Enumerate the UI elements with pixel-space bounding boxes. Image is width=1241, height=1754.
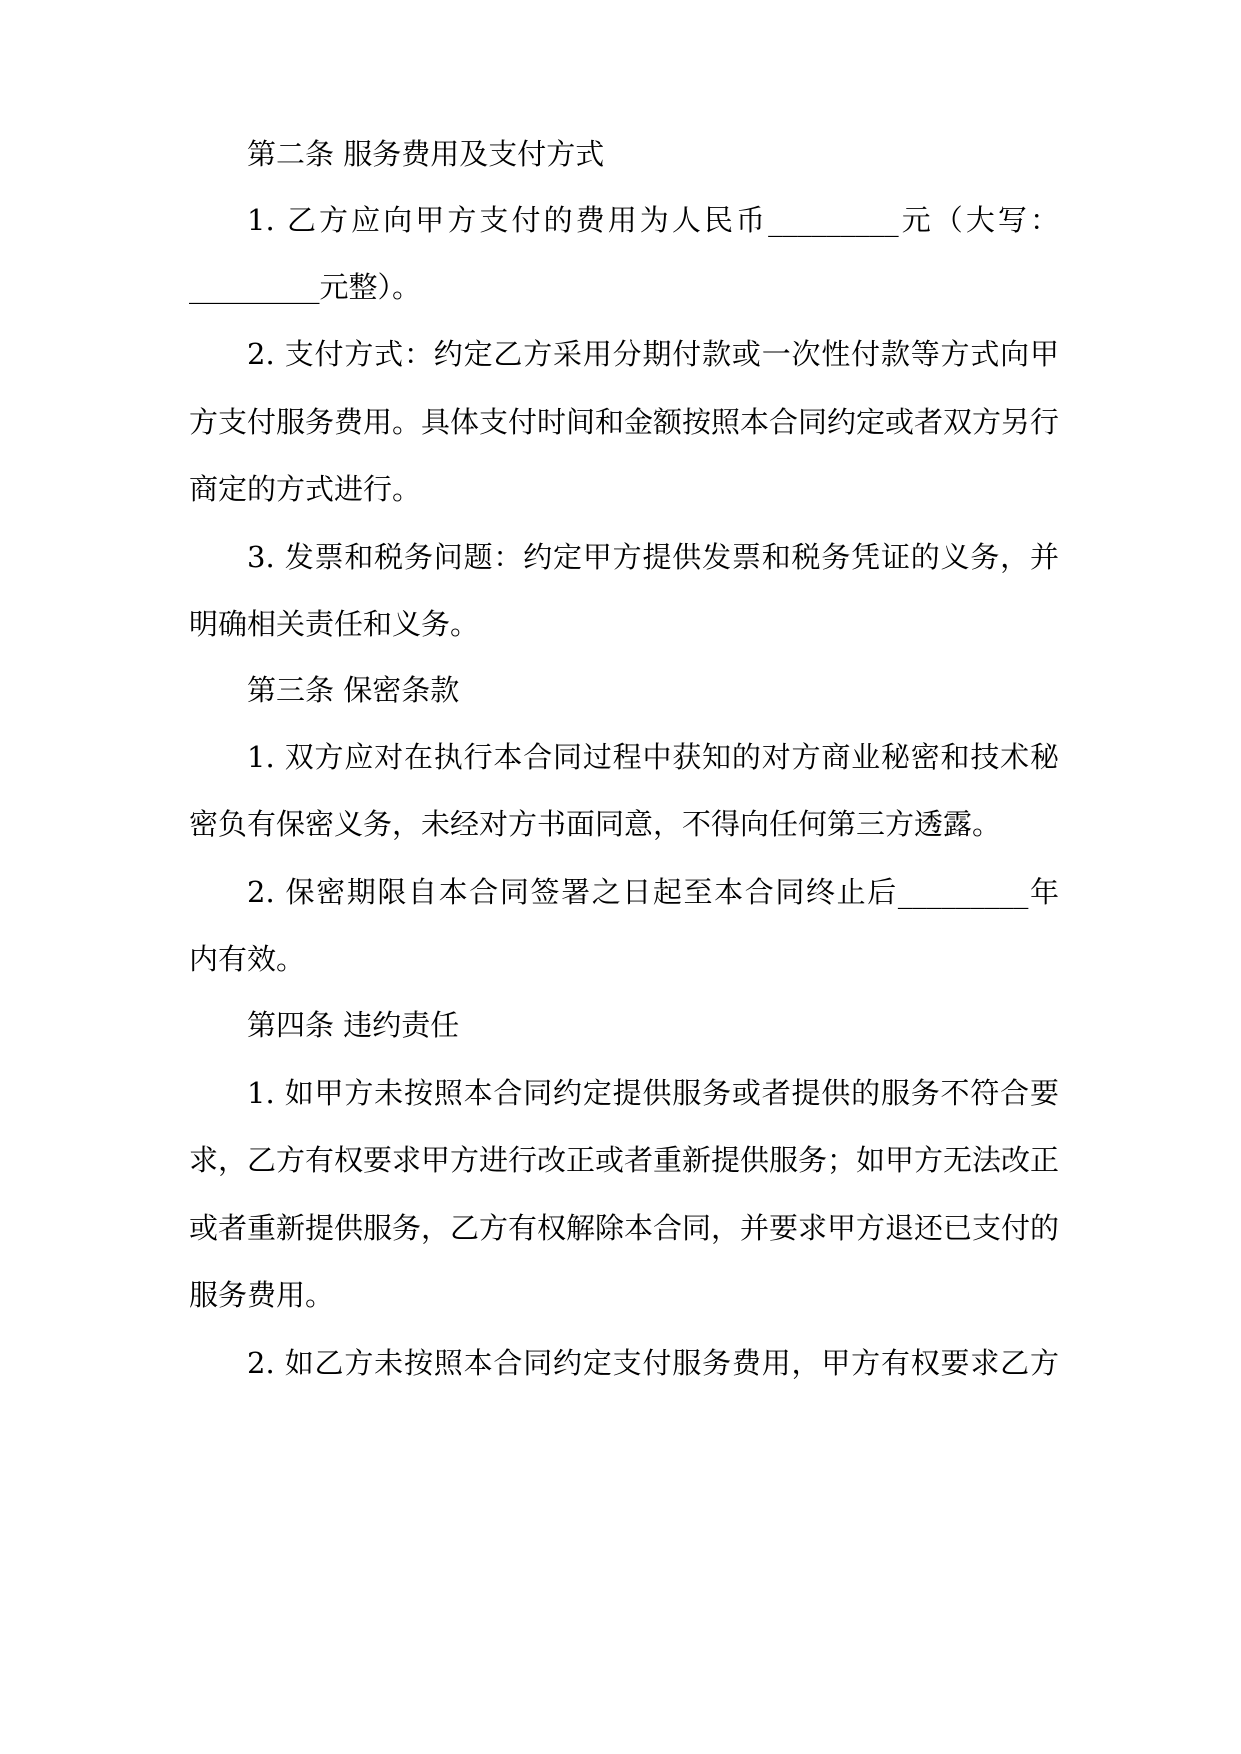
paragraph-line: 商定的方式进行。 <box>189 472 422 506</box>
paragraph-line: 1. 乙方应向甲方支付的费用为人民币_________元（大写： <box>247 203 1059 237</box>
paragraph-line: 2. 保密期限自本合同签署之日起至本合同终止后_________年 <box>247 875 1059 909</box>
paragraph-line: 密负有保密义务，未经对方书面同意，不得向任何第三方透露。 <box>189 807 1002 841</box>
paragraph-line: 2. 支付方式：约定乙方采用分期付款或一次性付款等方式向甲 <box>247 337 1059 371</box>
paragraph-line: 1. 双方应对在执行本合同过程中获知的对方商业秘密和技术秘 <box>247 740 1059 774</box>
section-heading-4: 第四条 违约责任 <box>247 1008 460 1042</box>
section-heading-2: 第二条 服务费用及支付方式 <box>247 137 605 171</box>
paragraph-line: 明确相关责任和义务。 <box>189 607 480 641</box>
paragraph-line: _________元整）。 <box>189 270 422 304</box>
paragraph-line: 服务费用。 <box>189 1278 335 1312</box>
paragraph-line: 内有效。 <box>189 942 306 976</box>
paragraph-line: 2. 如乙方未按照本合同约定支付服务费用，甲方有权要求乙方 <box>247 1346 1059 1380</box>
paragraph-line: 3. 发票和税务问题：约定甲方提供发票和税务凭证的义务，并 <box>247 540 1059 574</box>
paragraph-line: 或者重新提供服务，乙方有权解除本合同，并要求甲方退还已支付的 <box>189 1211 1059 1245</box>
paragraph-line: 1. 如甲方未按照本合同约定提供服务或者提供的服务不符合要 <box>247 1076 1059 1110</box>
paragraph-line: 求，乙方有权要求甲方进行改正或者重新提供服务；如甲方无法改正 <box>189 1143 1059 1177</box>
section-heading-3: 第三条 保密条款 <box>247 673 460 707</box>
paragraph-line: 方支付服务费用。具体支付时间和金额按照本合同约定或者双方另行 <box>189 405 1059 439</box>
